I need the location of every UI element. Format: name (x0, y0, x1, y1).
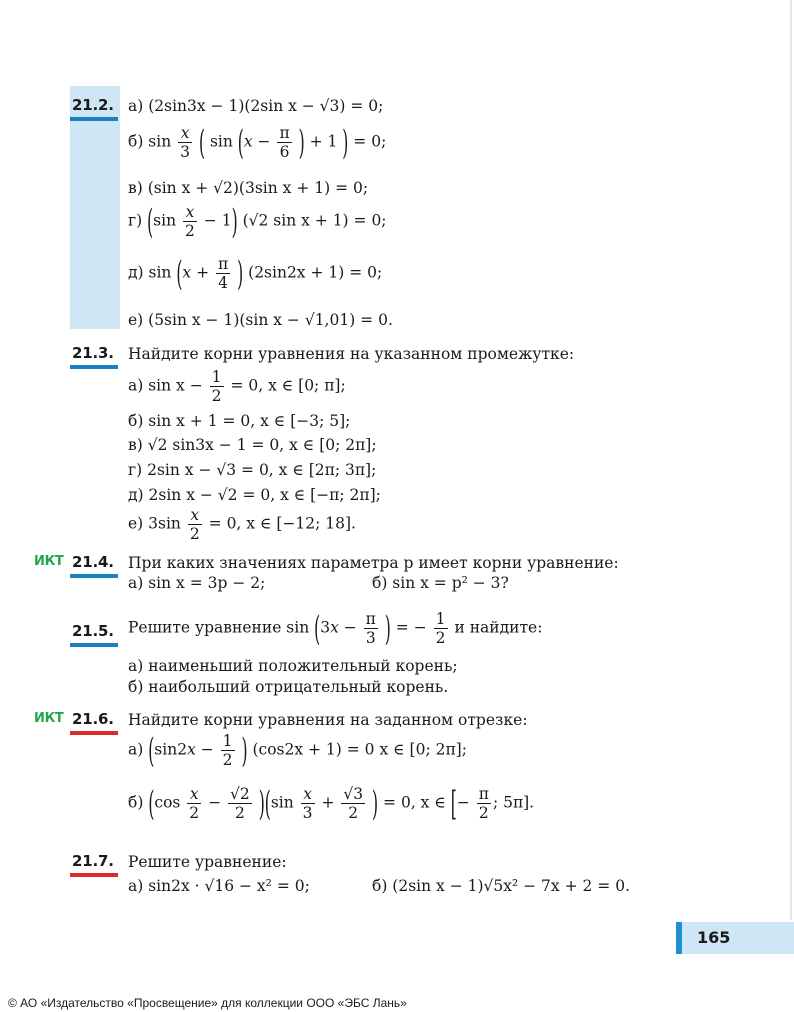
ikt-badge: ИКТ (34, 554, 64, 569)
page-edge (790, 0, 792, 920)
fraction: $\frac{x}{2}$ (189, 785, 200, 822)
problem-21-3-e: д) 2sin x − √2 = 0, x ∈ [−π; 2π]; (128, 486, 381, 504)
fraction: $\frac{1}{2}$ (222, 732, 233, 769)
problem-21-6-a: а) (sin2x − $\frac{1}{2}$ ) (cos2x + 1) = 0 x ∈ [0; 2π]; (128, 730, 467, 771)
problem-21-2-d: г) (sin $\frac{x}{2}$ − 1) (√2 sin x + 1) = 0; (128, 201, 387, 242)
fraction: $\frac{\pi}{4}$ (218, 255, 229, 292)
problem-21-6-title: Найдите корни уравнения на заданном отрезке: (128, 711, 528, 729)
problem-21-2-f: е) (5sin x − 1)(sin x − √1,01) = 0. (128, 311, 393, 329)
problem-21-2-e: д) sin (x + $\frac{\pi}{4}$ ) (2sin2x + 1) = 0; (128, 253, 383, 294)
fraction: $\frac{√2}{2}$ (230, 785, 250, 822)
text: + 1 (309, 132, 338, 151)
problem-number-21-5: 21.5. (72, 622, 114, 640)
problem-21-5-a: а) наименьший положительный корень; (128, 657, 458, 675)
fraction: $\frac{1}{2}$ (211, 368, 222, 405)
fraction: $\frac{x}{3}$ (180, 124, 191, 161)
problem-number-21-7: 21.7. (72, 852, 114, 870)
problem-number-21-4: 21.4. (72, 553, 114, 571)
fraction: $\frac{x}{2}$ (185, 203, 195, 240)
problem-21-5-underline (70, 643, 118, 647)
problem-21-2-b: б) sin $\frac{x}{3}$ ( sin (x − $\frac{\pi}{6}$ ) + 1 ) = 0; (128, 122, 387, 163)
fraction: $\frac{\pi}{2}$ (478, 785, 489, 822)
problem-21-3-d: г) 2sin x − √3 = 0, x ∈ [2π; 3π]; (128, 461, 377, 479)
page-number: 165 (697, 928, 731, 947)
problem-21-2-underline (70, 117, 118, 121)
problem-21-7-b: б) (2sin x − 1)√5x² − 7x + 2 = 0. (372, 877, 630, 895)
problem-21-7-a: а) sin2x · √16 − x² = 0; (128, 877, 310, 895)
fraction: $\frac{x}{3}$ (302, 785, 313, 822)
fraction: $\frac{\pi}{3}$ (365, 610, 376, 647)
problem-21-2-a: а) (2sin3x − 1)(2sin x − √3) = 0; (128, 97, 384, 115)
problem-number-21-3: 21.3. (72, 344, 114, 362)
fraction: $\frac{x}{2}$ (189, 506, 200, 543)
problem-21-3-a: а) sin x − $\frac{1}{2}$ = 0, x ∈ [0; π]; (128, 368, 346, 405)
problem-21-4-title: При каких значениях параметра p имеет корни уравнение: (128, 554, 619, 572)
problem-21-3-b: б) sin x + 1 = 0, x ∈ [−3; 5]; (128, 412, 351, 430)
text: = 0; (353, 132, 387, 151)
copyright-footer: © АО «Издательство «Просвещение» для коллекции ООО «ЭБС Лань» (8, 996, 407, 1010)
problem-21-6-underline (70, 731, 118, 735)
problem-21-2-c: в) (sin x + √2)(3sin x + 1) = 0; (128, 179, 369, 197)
page-number-marker (676, 922, 682, 954)
problem-21-5-b: б) наибольший отрицательный корень. (128, 678, 449, 696)
text: sin (209, 132, 233, 151)
problem-number-21-6: 21.6. (72, 710, 114, 728)
ikt-badge: ИКТ (34, 711, 64, 726)
problem-21-3-title: Найдите корни уравнения на указанном промежутке: (128, 345, 575, 363)
problem-21-3-underline (70, 365, 118, 369)
page-number-band (676, 922, 794, 954)
problem-21-6-b: б) (cos $\frac{x}{2}$ − $\frac{√2}{2}$ )(sin $\frac{x}{3}$ + $\frac{√3}{2}$ ) = 0, x ∈ [− $\frac{\pi}{2}$ ; 5π]. (128, 783, 535, 824)
problem-21-3-f: е) 3sin $\frac{x}{2}$ = 0, x ∈ [−12; 18]. (128, 506, 356, 543)
problem-21-3-c: в) √2 sin3x − 1 = 0, x ∈ [0; 2π]; (128, 436, 377, 454)
fraction: $\frac{√3}{2}$ (343, 785, 364, 822)
problem-21-7-title: Решите уравнение: (128, 853, 287, 871)
fraction: $\frac{\pi}{6}$ (279, 124, 290, 161)
text: б) sin (128, 132, 172, 151)
problem-21-7-underline (70, 873, 118, 877)
problem-21-2-side-band (70, 86, 120, 329)
problem-21-4-b: б) sin x = p² − 3? (372, 574, 509, 592)
problem-number-21-2: 21.2. (72, 96, 114, 114)
problem-21-4-a: а) sin x = 3p − 2; (128, 574, 266, 592)
fraction: $\frac{1}{2}$ (435, 610, 446, 647)
problem-21-5-title: Решите уравнение sin (3x − $\frac{\pi}{3}$ ) = − $\frac{1}{2}$ и найдите: (128, 608, 543, 649)
problem-21-4-underline (70, 574, 118, 578)
